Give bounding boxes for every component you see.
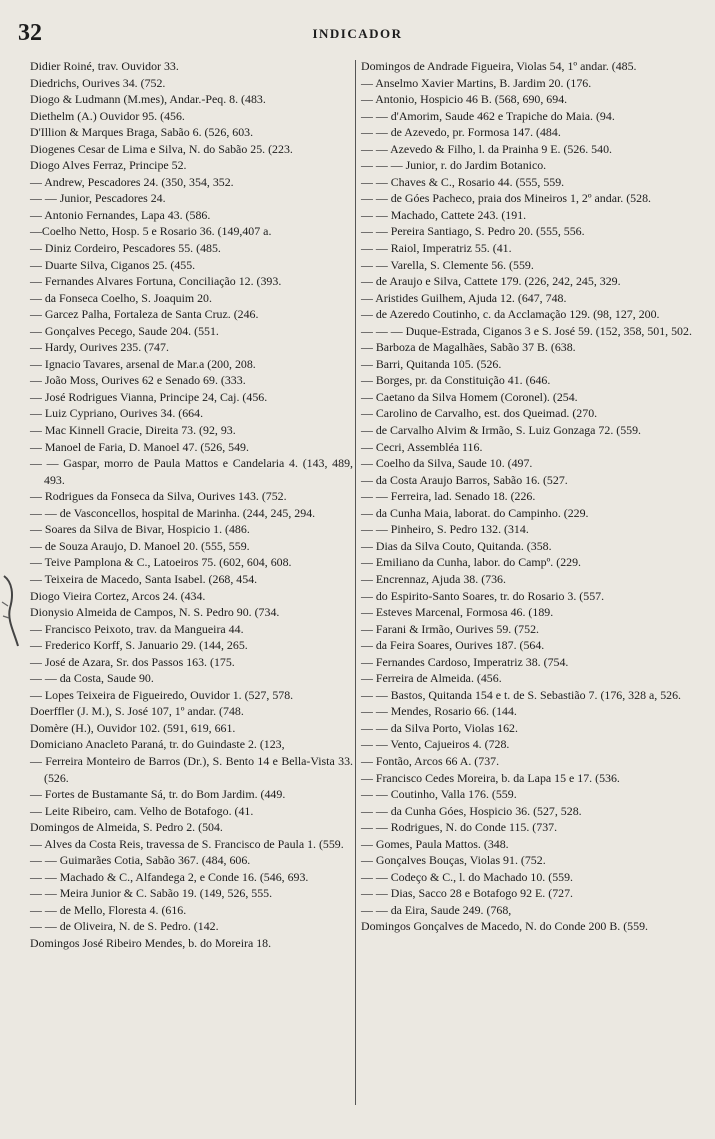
right-column	[361, 58, 697, 935]
directory-entry: — — da Cunha Góes, Hospicio 36. (527, 528.	[361, 803, 582, 818]
directory-entry: — Rodrigues da Fonseca da Silva, Ourives 143. (752.	[30, 489, 287, 504]
directory-entry: — Ignacio Tavares, arsenal de Mar.a (200, 208.	[30, 356, 256, 371]
directory-entry: —Coelho Netto, Hosp. 5 e Rosario 36. (149,407 a.	[30, 224, 272, 239]
directory-entry: — Duarte Silva, Ciganos 25. (455.	[30, 257, 196, 272]
directory-entry: Doerffler (J. M.), S. José 107, 1º andar. (748.	[30, 704, 244, 719]
directory-entry: Diogo Vieira Cortez, Arcos 24. (434.	[30, 588, 206, 603]
directory-entry: — Gonçalves Pecego, Saude 204. (551.	[30, 323, 219, 338]
directory-entry: Diedrichs, Ourives 34. (752.	[30, 75, 166, 90]
directory-entry: — José de Azara, Sr. dos Passos 163. (175.	[30, 654, 235, 669]
directory-entry: — — Junior, Pescadores 24.	[30, 191, 166, 206]
directory-entry: — — Guimarães Cotia, Sabão 367. (484, 606.	[30, 853, 251, 868]
directory-entry: — Coelho da Silva, Saude 10. (497.	[361, 456, 533, 471]
directory-entry: — Anselmo Xavier Martins, B. Jardim 20. (176.	[361, 75, 592, 90]
directory-entry: — Gomes, Paula Mattos. (348.	[361, 836, 509, 851]
directory-entry: — — d'Amorim, Saude 462 e Trapiche do Maia. (94.	[361, 108, 615, 123]
left-column	[30, 58, 353, 952]
directory-entry: — — Machado, Cattete 243. (191.	[361, 207, 527, 222]
page-header	[10, 20, 705, 46]
directory-entry: — Diniz Cordeiro, Pescadores 55. (485.	[30, 241, 221, 256]
column-divider	[355, 60, 356, 1105]
directory-entry: — — da Silva Porto, Violas 162.	[361, 720, 518, 735]
margin-bracket-mark	[0, 572, 22, 650]
directory-entry: — — de Oliveira, N. de S. Pedro. (142.	[30, 919, 219, 934]
directory-entry: — Farani & Irmão, Ourives 59. (752.	[361, 621, 539, 636]
directory-entry: — Caetano da Silva Homem (Coronel). (254.	[361, 389, 578, 404]
directory-entry: — Mac Kinnell Gracie, Direita 73. (92, 93.	[30, 423, 236, 438]
directory-entry: Diethelm (A.) Ouvidor 95. (456.	[30, 108, 185, 123]
directory-entry: — — Pinheiro, S. Pedro 132. (314.	[361, 522, 529, 537]
directory-entry: — da Costa Araujo Barros, Sabão 16. (527.	[361, 472, 568, 487]
directory-entry: — — Azevedo & Filho, l. da Prainha 9 E. (526. 540.	[361, 141, 612, 156]
directory-entry: — Barri, Quitanda 105. (526.	[361, 356, 502, 371]
directory-entry: — Lopes Teixeira de Figueiredo, Ouvidor 1. (527, 578.	[30, 687, 294, 702]
directory-entry: — Alves da Costa Reis, travessa de S. Francisco de Paula 1. (559.	[30, 836, 344, 851]
directory-entry: — — Meira Junior & C. Sabão 19. (149, 526, 555.	[30, 886, 273, 901]
directory-entry: Domingos de Almeida, S. Pedro 2. (504.	[30, 820, 223, 835]
directory-entry: — de Souza Araujo, D. Manoel 20. (555, 559.	[30, 538, 250, 553]
directory-entry: — — — Duque-Estrada, Ciganos 3 e S. José 59. (152, 358, 501, 502.	[361, 323, 692, 338]
directory-entry: — — Coutinho, Valla 176. (559.	[361, 787, 517, 802]
directory-entry: Domère (H.), Ouvidor 102. (591, 619, 661.	[30, 720, 236, 735]
directory-entry: — Garcez Palha, Fortaleza de Santa Cruz. (246.	[30, 307, 259, 322]
directory-entry: — — Rodrigues, N. do Conde 115. (737.	[361, 820, 558, 835]
directory-entry: — — Bastos, Quitanda 154 e t. de S. Sebastião 7. (176, 328 a, 526.	[361, 687, 682, 702]
directory-entry: — Soares da Silva de Bivar, Hospicio 1. (486.	[30, 522, 250, 537]
running-title: INDICADOR	[312, 26, 403, 41]
directory-entry: — — da Eira, Saude 249. (768,	[361, 902, 512, 917]
directory-entry: — da Fonseca Coelho, S. Joaquim 20.	[30, 290, 212, 305]
directory-entry: — Antonio Fernandes, Lapa 43. (586.	[30, 207, 211, 222]
directory-entry: Diogo & Ludmann (M.mes), Andar.-Peq. 8. (483.	[30, 92, 266, 107]
directory-entry: — Cecri, Assembléa 116.	[361, 439, 483, 454]
directory-entry: — Manoel de Faria, D. Manoel 47. (526, 549.	[30, 439, 249, 454]
page-number: 32	[18, 20, 42, 46]
directory-entry: — — Mendes, Rosario 66. (144.	[361, 704, 517, 719]
directory-entry: — Leite Ribeiro, cam. Velho de Botafogo. (41.	[30, 803, 254, 818]
directory-entry: — — Codeço & C., l. do Machado 10. (559.	[361, 869, 574, 884]
directory-entry: — Fernandes Cardoso, Imperatriz 38. (754.	[361, 654, 569, 669]
directory-entry: — Barboza de Magalhães, Sabão 37 B. (638.	[361, 340, 576, 355]
directory-entry: Dionysio Almeida de Campos, N. S. Pedro 90. (734.	[30, 605, 280, 620]
directory-entry: — Teixeira de Macedo, Santa Isabel. (268, 454.	[30, 571, 258, 586]
directory-entry: — Encrennaz, Ajuda 38. (736.	[361, 571, 506, 586]
directory-entry: — Ferreira Monteiro de Barros (Dr.), S. Bento 14 e Bella-Vista 33. (526.	[30, 753, 353, 785]
directory-entry: Domingos de Andrade Figueira, Violas 54, 1º andar. (485.	[361, 59, 637, 73]
directory-entry: — — Dias, Sacco 28 e Botafogo 92 E. (727.	[361, 886, 574, 901]
directory-entry: — — Varella, S. Clemente 56. (559.	[361, 257, 534, 272]
directory-entry: — do Espirito-Santo Soares, tr. do Rosario 3. (557.	[361, 588, 605, 603]
directory-entry: D'Illion & Marques Braga, Sabão 6. (526, 603.	[30, 125, 254, 140]
directory-entry: — Ferreira de Almeida. (456.	[361, 671, 502, 686]
directory-entry: — — de Vasconcellos, hospital de Marinha. (244, 245, 294.	[30, 505, 316, 520]
directory-entry: — de Carvalho Alvim & Irmão, S. Luiz Gonzaga 72. (559.	[361, 423, 642, 438]
directory-entry: — da Feira Soares, Ourives 187. (564.	[361, 638, 545, 653]
directory-entry: — Frederico Korff, S. Januario 29. (144, 265.	[30, 638, 248, 653]
directory-entry: Diogo Alves Ferraz, Principe 52.	[30, 158, 187, 173]
directory-entry: — — de Azevedo, pr. Formosa 147. (484.	[361, 125, 561, 140]
directory-entry: — Francisco Peixoto, trav. da Mangueira 44.	[30, 621, 244, 636]
directory-entry: — Luiz Cypriano, Ourives 34. (664.	[30, 406, 204, 421]
directory-entry: Diogenes Cesar de Lima e Silva, N. do Sabão 25. (223.	[30, 141, 293, 156]
directory-entry: — Antonio, Hospicio 46 B. (568, 690, 694.	[361, 92, 568, 107]
directory-entry: — Aristides Guilhem, Ajuda 12. (647, 748.	[361, 290, 567, 305]
directory-entry: — Borges, pr. da Constituição 41. (646.	[361, 373, 551, 388]
directory-entry: Domiciano Anacleto Paraná, tr. do Guindaste 2. (123,	[30, 737, 285, 752]
directory-entry: — Dias da Silva Couto, Quitanda. (358.	[361, 538, 552, 553]
directory-entry: — — Raiol, Imperatriz 55. (41.	[361, 241, 512, 256]
directory-entry: — José Rodrigues Vianna, Principe 24, Caj. (456.	[30, 389, 268, 404]
directory-entry: Domingos José Ribeiro Mendes, b. do Moreira 18.	[30, 935, 272, 950]
directory-entry: — — Vento, Cajueiros 4. (728.	[361, 737, 510, 752]
directory-entry: — da Cunha Maia, laborat. do Campinho. (229.	[361, 505, 589, 520]
directory-entry: Didier Roiné, trav. Ouvidor 33.	[30, 59, 179, 73]
directory-entry: — — Chaves & C., Rosario 44. (555, 559.	[361, 174, 565, 189]
directory-entry: — — Machado & C., Alfandega 2, e Conde 16. (546, 693.	[30, 869, 309, 884]
directory-entry: — Fontão, Arcos 66 A. (737.	[361, 753, 500, 768]
directory-entry: — — de Mello, Floresta 4. (616.	[30, 902, 187, 917]
directory-entry: — Fernandes Alvares Fortuna, Conciliação 12. (393.	[30, 274, 282, 289]
directory-entry: — Gonçalves Bouças, Violas 91. (752.	[361, 853, 546, 868]
directory-entry: Domingos Gonçalves de Macedo, N. do Conde 200 B. (559.	[361, 919, 648, 934]
directory-entry: — Francisco Cedes Moreira, b. da Lapa 15 e 17. (536.	[361, 770, 620, 785]
directory-entry: — — — Junior, r. do Jardim Botanico.	[361, 158, 547, 173]
directory-entry: — Esteves Marcenal, Formosa 46. (189.	[361, 605, 554, 620]
directory-entry: — — Gaspar, morro de Paula Mattos e Candelaria 4. (143, 489, 493.	[30, 456, 353, 487]
directory-entry: — — da Costa, Saude 90.	[30, 671, 154, 686]
directory-entry: — Teive Pamplona & C., Latoeiros 75. (602, 604, 608.	[30, 555, 292, 570]
directory-entry: — Andrew, Pescadores 24. (350, 354, 352.	[30, 174, 234, 189]
directory-entry: — de Azeredo Coutinho, c. da Acclamação 129. (98, 127, 200.	[361, 307, 660, 322]
directory-entry: — — Ferreira, lad. Senado 18. (226.	[361, 489, 536, 504]
directory-entry: — Hardy, Ourives 235. (747.	[30, 340, 169, 355]
directory-entry: — de Araujo e Silva, Cattete 179. (226, 242, 245, 329.	[361, 274, 621, 289]
directory-entry: — Carolino de Carvalho, est. dos Queimad. (270.	[361, 406, 598, 421]
directory-entry: — — de Góes Pacheco, praia dos Mineiros 1, 2º andar. (528.	[361, 191, 651, 206]
directory-entry: — — Pereira Santiago, S. Pedro 20. (555, 556.	[361, 224, 585, 239]
directory-entry: — Emiliano da Cunha, labor. do Campº. (229.	[361, 555, 581, 570]
directory-entry: — Fortes de Bustamante Sá, tr. do Bom Jardim. (449.	[30, 787, 286, 802]
directory-entry: — João Moss, Ourives 62 e Senado 69. (333.	[30, 373, 246, 388]
